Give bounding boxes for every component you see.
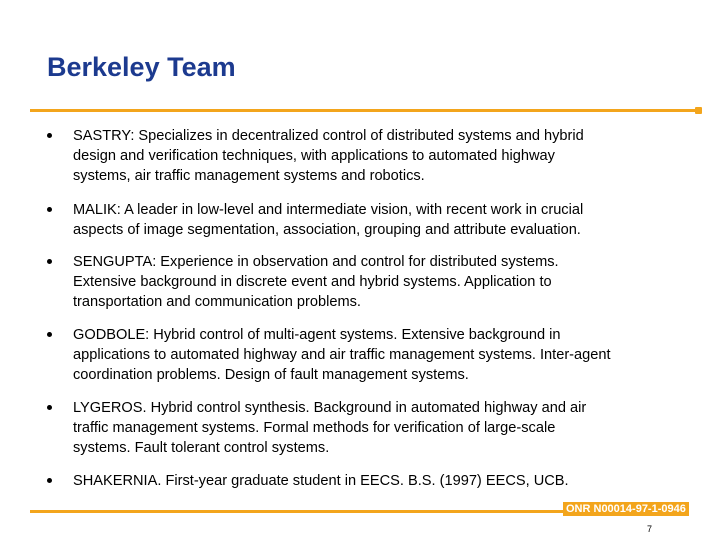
bullet-text [73, 325, 713, 385]
bullet-line: SHAKERNIA. First-year graduate student in EECS. B.S. (1997) EECS, UCB. [73, 473, 569, 489]
bullet-text [73, 398, 713, 458]
bullet-line: design and verification techniques, with applications to automated highway [73, 148, 555, 164]
slide-title: Berkeley Team [47, 52, 236, 82]
bullet-line: SENGUPTA: Experience in observation and control for distributed systems. [73, 254, 559, 270]
bullet-line: aspects of image segmentation, association, grouping and attribute evaluation. [73, 222, 581, 238]
bullet-line: MALIK: A leader in low-level and intermediate vision, with recent work in crucial [73, 202, 584, 218]
bullet-line: transportation and communication problems. [73, 294, 361, 310]
bullet-dot [47, 133, 52, 138]
bullet-line: traffic management systems. Formal methods for verification of large-scale [73, 420, 556, 436]
bullet-dot [47, 259, 52, 264]
bullet-line: systems. Fault tolerant control systems. [73, 440, 330, 456]
bullet-dot [47, 207, 52, 212]
bullet-line: GODBOLE: Hybrid control of multi-agent systems. Extensive background in [73, 327, 561, 343]
bullet-line: systems, air traffic management systems and robotics. [73, 168, 425, 184]
grant-number-label: ONR N00014-97-1-0946 [563, 502, 689, 516]
bullet-dot [47, 478, 52, 483]
title-divider [30, 109, 700, 112]
bullet-text [73, 126, 713, 186]
bullet-line: coordination problems. Design of fault management systems. [73, 367, 469, 383]
footer-divider [30, 510, 565, 513]
title-divider-end [695, 107, 702, 114]
bullet-text [73, 252, 713, 312]
bullet-text [73, 200, 713, 240]
bullet-line: applications to automated highway and air traffic management systems. Inter-agent [73, 347, 611, 363]
bullet-dot [47, 332, 52, 337]
page-number: 7 [647, 524, 653, 534]
bullet-text [73, 471, 713, 491]
bullet-line: LYGEROS. Hybrid control synthesis. Background in automated highway and air [73, 400, 587, 416]
bullet-line: SASTRY: Specializes in decentralized control of distributed systems and hybrid [73, 128, 584, 144]
bullet-dot [47, 405, 52, 410]
bullet-line: Extensive background in discrete event and hybrid systems. Application to [73, 274, 552, 290]
